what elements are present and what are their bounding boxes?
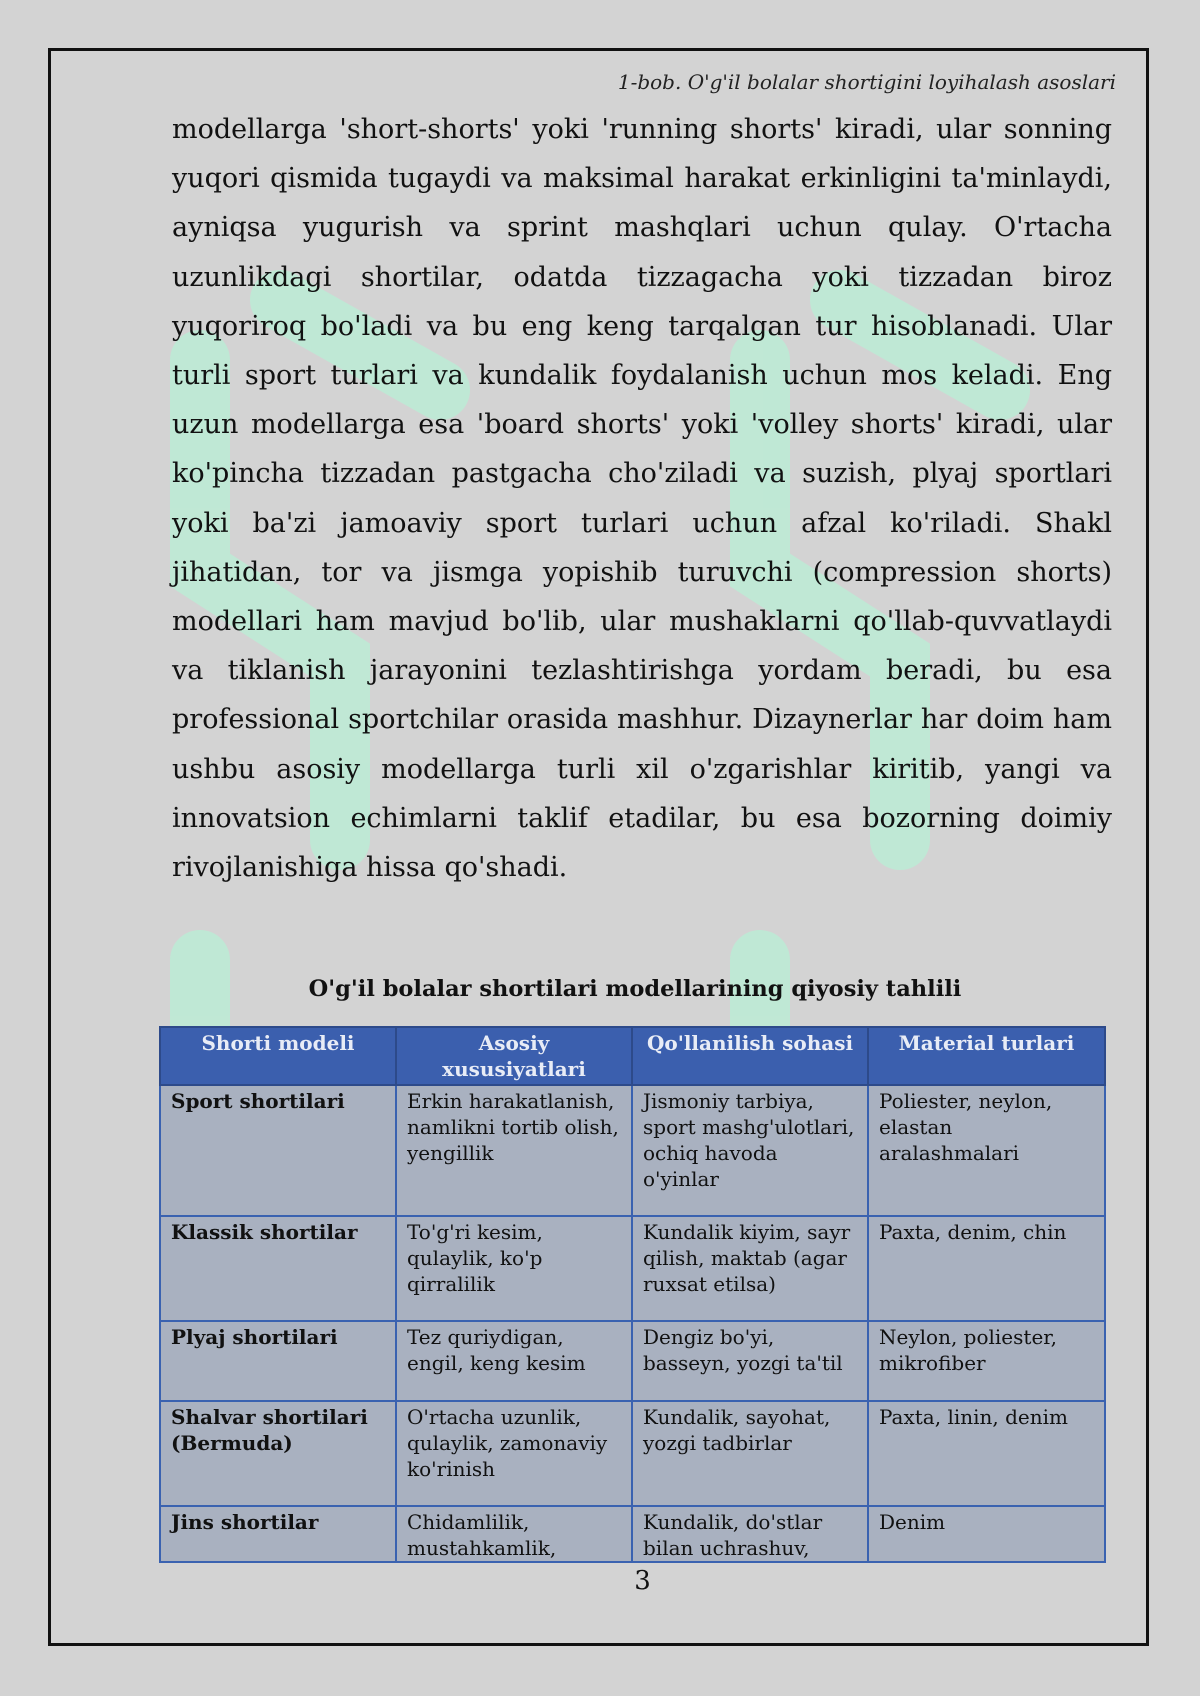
table-row [160, 1321, 1105, 1401]
table-row [160, 1401, 1105, 1506]
table-cell: Klassik shortilar [160, 1216, 396, 1321]
table-caption: O'g'il bolalar shortilari modellarining qiyosiy tahlili [308, 976, 962, 1002]
table-cell: Shalvar shortilari (Bermuda) [160, 1401, 396, 1506]
table-cell: Paxta, linin, denim [868, 1401, 1105, 1506]
table-cell: Erkin harakatlanish, namlikni tortib olish, yengillik [396, 1085, 632, 1216]
table-cell: Poliester, neylon, elastan aralashmalari [868, 1085, 1105, 1216]
table-cell: Kundalik, do'stlar bilan uchrashuv, [632, 1506, 868, 1562]
running-header: 1-bob. O'g'il bolalar shortigini loyihalash asoslari [617, 70, 1116, 94]
table-cell: Chidamlilik, mustahkamlik, [396, 1506, 632, 1562]
column-header: Material turlari [868, 1027, 1105, 1085]
column-header: Shorti modeli [160, 1027, 396, 1085]
table-cell: Dengiz bo'yi, basseyn, yozgi ta'til [632, 1321, 868, 1401]
table-cell: Denim [868, 1506, 1105, 1562]
column-header: Asosiy xususiyatlari [396, 1027, 632, 1085]
body-paragraph: modellarga 'short-shorts' yoki 'running shorts' kiradi, ular sonning yuqori qismida tugaydi va maksimal harakat erkinligini ta'minlaydi, ayniqsa yugurish va sprint mashqlari uchun qulay. O'rtacha uzunlikdagi shortilar, odatda tizzagacha yoki tizzadan biroz yuqoriroq bo'ladi va bu eng keng tarqalgan tur hisoblanadi. Ular turli sport turlari va kundalik foydalanish uchun mos keladi. Eng uzun modellarga esa 'board shorts' yoki 'volley shorts' kiradi, ular ko'pincha tizzadan pastgacha cho'ziladi va suzish, plyaj sportlari yoki ba'zi jamoaviy sport turlari uchun afzal ko'riladi. Shakl jihatidan, tor va jismga yopishib turuvchi (compression shorts) modellari ham mavjud bo'lib, ular mushaklarni qo'llab-quvvatlaydi va tiklanish jarayonini tezlashtirishga yordam beradi, bu esa professional sportchilar orasida mashhur. Dizaynerlar har doim ham ushbu asosiy modellarga turli xil o'zgarishlar kiritib, yangi va innovatsion echimlarni taklif etadilar, bu esa bozorning doimiy rivojlanishiga hissa qo'shadi. [172, 114, 1112, 884]
table-cell: To'g'ri kesim, qulaylik, ko'p qirralilik [396, 1216, 632, 1321]
table-cell: Kundalik, sayohat, yozgi tadbirlar [632, 1401, 868, 1506]
table-cell: Tez quriydigan, engil, keng kesim [396, 1321, 632, 1401]
table-row [160, 1085, 1105, 1216]
comparison-table [159, 1026, 1106, 1563]
table-row [160, 1506, 1105, 1562]
column-header: Qo'llanilish sohasi [632, 1027, 868, 1085]
table-cell: Jismoniy tarbiya, sport mashg'ulotlari, ochiq havoda o'yinlar [632, 1085, 868, 1216]
table-cell: Jins shortilar [160, 1506, 396, 1562]
table-cell: Kundalik kiyim, sayr qilish, maktab (agar ruxsat etilsa) [632, 1216, 868, 1321]
table-cell: Neylon, poliester, mikrofiber [868, 1321, 1105, 1401]
table-header-row [160, 1027, 1105, 1085]
table-row [160, 1216, 1105, 1321]
page-number: 3 [634, 1566, 651, 1596]
table-cell: Plyaj shortilari [160, 1321, 396, 1401]
table-cell: Paxta, denim, chin [868, 1216, 1105, 1321]
table-cell: O'rtacha uzunlik, qulaylik, zamonaviy ko'rinish [396, 1401, 632, 1506]
table-cell: Sport shortilari [160, 1085, 396, 1216]
